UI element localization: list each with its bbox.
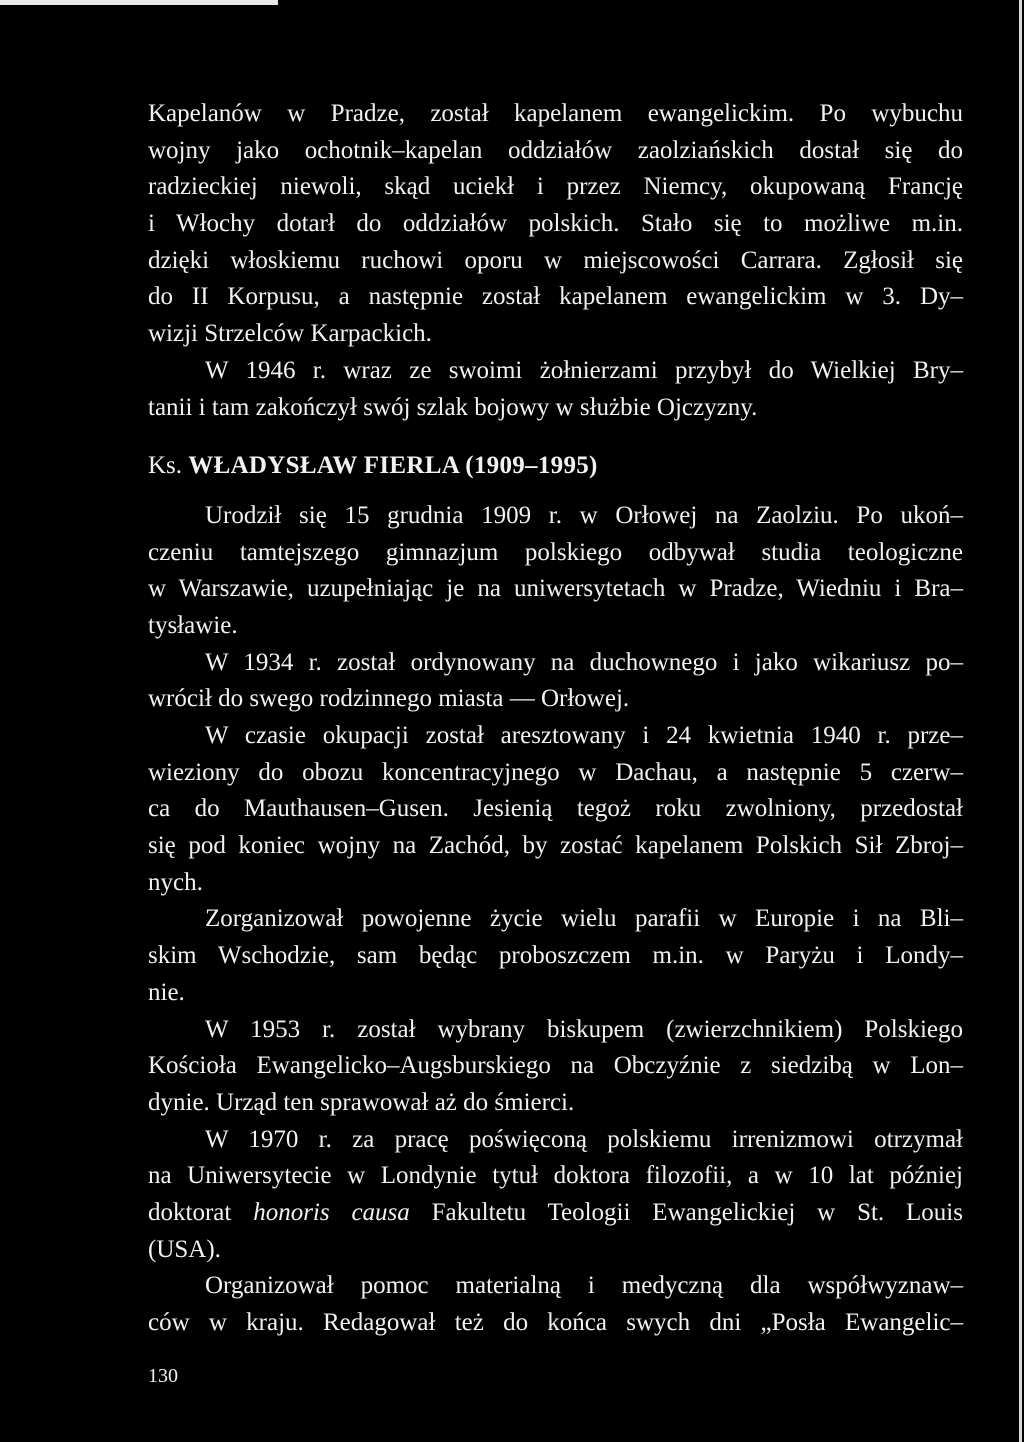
- text-line: Zorganizował powojenne życie wielu parafii w Europie i na Bli–: [205, 905, 963, 933]
- text-line: wieziony do obozu koncentracyjnego w Dachau, a następnie 5 czerw–: [148, 758, 963, 786]
- text-line: się pod koniec wojny na Zachód, by zostać kapelanem Polskich Sił Zbroj–: [148, 832, 963, 860]
- page-edge-line: [1019, 0, 1022, 1442]
- paragraph-4: [148, 645, 963, 718]
- text-segment: Fakultetu Teologii Ewangelickiej w St. Louis: [409, 1198, 963, 1226]
- text-line: dzięki włoskiemu ruchowi oporu w miejscowości Carrara. Zgłosił się: [148, 246, 963, 274]
- page-body: [148, 96, 963, 1342]
- text-line: do II Korpusu, a następnie został kapelanem ewangelickim w 3. Dy–: [148, 283, 963, 311]
- text-line: Urodził się 15 grudnia 1909 r. w Orłowej na Zaolziu. Po ukoń–: [205, 501, 963, 529]
- text-line: na Uniwersytecie w Londynie tytuł doktora filozofii, a w 10 lat później: [148, 1162, 963, 1190]
- text-line: wizji Strzelców Karpackich.: [148, 320, 432, 348]
- text-line: wojny jako ochotnik–kapelan oddziałów zaolziańskich dostał się do: [148, 136, 963, 164]
- text-line: W 1953 r. został wybrany biskupem (zwierzchnikiem) Polskiego: [205, 1015, 963, 1043]
- text-line: W 1970 r. za pracę poświęconą polskiemu irrenizmowi otrzymał: [205, 1125, 963, 1153]
- heading-name: WŁADYSŁAW FIERLA (1909–1995): [188, 452, 598, 480]
- text-line: dynie. Urząd ten sprawował aż do śmierci.: [148, 1088, 575, 1116]
- heading-prefix: Ks.: [148, 452, 183, 480]
- italic-phrase: honoris causa: [253, 1198, 410, 1226]
- text-line: tysławie.: [148, 611, 238, 639]
- paragraph-6: [148, 901, 963, 1011]
- text-line: ców w kraju. Redagował też do końca swych dni „Posła Ewangelic–: [148, 1309, 963, 1336]
- text-line: tanii i tam zakończył swój szlak bojowy w służbie Ojczyzny.: [148, 393, 758, 421]
- text-line: czeniu tamtejszego gimnazjum polskiego odbywał studia teologiczne: [148, 538, 963, 566]
- text-line: i Włochy dotarł do oddziałów polskich. Stało się to możliwe m.in.: [148, 210, 963, 238]
- paragraph-1: [148, 96, 963, 353]
- paragraph-2: [148, 353, 963, 426]
- text-line: W 1934 r. został ordynowany na duchownego i jako wikariusz po–: [205, 648, 963, 676]
- paragraph-8: [148, 1122, 963, 1269]
- text-line: ca do Mauthausen–Gusen. Jesienią tegoż roku zwolniony, przedostał: [148, 795, 963, 823]
- text-line: W 1946 r. wraz ze swoimi żołnierzami przybył do Wielkiej Bry–: [205, 356, 963, 384]
- text-line: Organizował pomoc materialną i medyczną dla współwyznaw–: [205, 1272, 963, 1300]
- top-rule: [0, 0, 278, 5]
- text-line: wrócił do swego rodzinnego miasta — Orłowej.: [148, 685, 630, 713]
- paragraph-5: [148, 718, 963, 901]
- text-line: Kościoła Ewangelicko–Augsburskiego na Obczyźnie z siedzibą w Lon–: [148, 1052, 963, 1080]
- text-line: nych.: [148, 868, 203, 896]
- paragraph-3: [148, 498, 963, 645]
- section-heading: [148, 448, 963, 485]
- text-segment: doktorat: [148, 1198, 254, 1226]
- paragraph-9: [148, 1268, 963, 1341]
- text-line: W czasie okupacji został aresztowany i 24 kwietnia 1940 r. prze–: [205, 722, 963, 749]
- text-line: radzieckiej niewoli, skąd uciekł i przez Niemcy, okupowaną Francję: [148, 173, 963, 201]
- text-line: (USA).: [148, 1235, 221, 1263]
- text-line: w Warszawie, uzupełniając je na uniwersytetach w Pradze, Wiedniu i Bra–: [148, 575, 963, 603]
- text-line-with-italic: [148, 1195, 963, 1232]
- text-line: Kapelanów w Pradze, został kapelanem ewangelickim. Po wybuchu: [148, 100, 963, 127]
- paragraph-7: [148, 1012, 963, 1122]
- text-line: nie.: [148, 978, 185, 1006]
- page-number: 130: [148, 1365, 178, 1387]
- text-line: skim Wschodzie, sam będąc proboszczem m.in. w Paryżu i Londy–: [148, 942, 963, 970]
